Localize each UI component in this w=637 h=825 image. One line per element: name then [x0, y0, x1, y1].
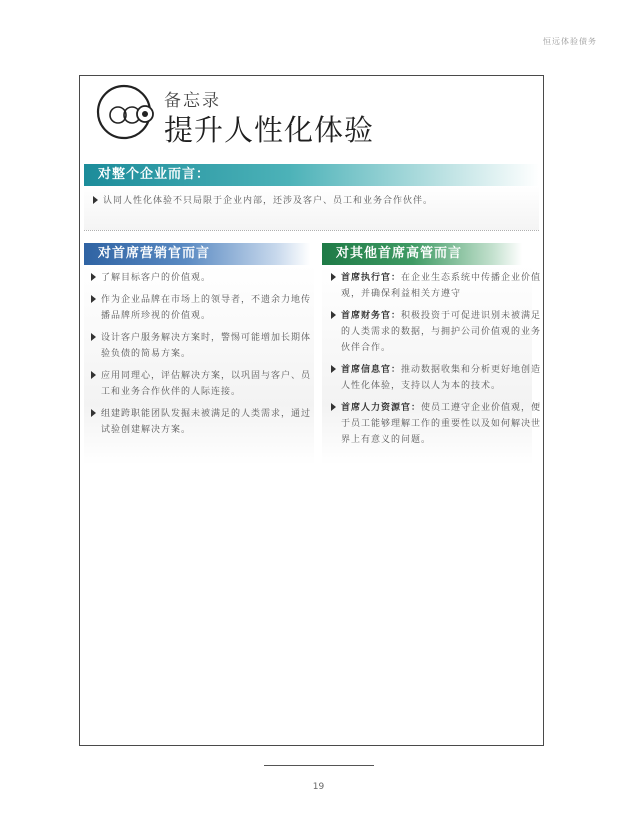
memo-logo-icon [88, 82, 168, 142]
cmo-heading: 对首席营销官而言 [84, 243, 310, 265]
bullet-arrow-icon [91, 273, 96, 281]
page-number: 19 [312, 782, 325, 792]
bullet-arrow-icon [91, 333, 96, 341]
bullet-arrow-icon [331, 311, 336, 319]
bullet-arrow-icon [331, 403, 336, 411]
list-item: 认同人性化体验不只局限于企业内部，还涉及客户、员工和业务合作伙伴。 [93, 193, 533, 209]
cmo-list [91, 270, 313, 444]
bullet-arrow-icon [331, 273, 336, 281]
bullet-arrow-icon [91, 295, 96, 303]
memo-label: 备忘录 [164, 91, 221, 111]
list-item: 作为企业品牌在市场上的领导者，不遗余力地传播品牌所珍视的价值观。 [91, 292, 313, 324]
list-item: 组建跨职能团队发掘未被满足的人类需求，通过试验创建解决方案。 [91, 406, 313, 438]
other-exec-list [331, 270, 543, 454]
list-item: 首席信息官：推动数据收集和分析更好地创造人性化体验，支持以人为本的技术。 [331, 362, 543, 394]
list-item: 首席执行官：在企业生态系统中传播企业价值观，并确保利益相关方遵守 [331, 270, 543, 302]
other-exec-heading: 对其他首席高管而言 [322, 243, 522, 265]
footer-rule [264, 765, 374, 766]
bullet-arrow-icon [93, 196, 98, 204]
list-item: 应用同理心，评估解决方案，以巩固与客户、员工和业务合作伙伴的人际连接。 [91, 368, 313, 400]
bullet-arrow-icon [331, 365, 336, 373]
list-item: 首席财务官：积极投资于可促进识别未被满足的人类需求的数据，与拥护公司价值观的业务伙伴合作。 [331, 308, 543, 356]
list-item: 设计客户服务解决方案时，警惕可能增加长期体验负债的简易方案。 [91, 330, 313, 362]
bullet-arrow-icon [91, 409, 96, 417]
role-label: 首席信息官： [341, 365, 402, 375]
section-divider [84, 230, 539, 231]
bullet-arrow-icon [91, 371, 96, 379]
list-item: 了解目标客户的价值观。 [91, 270, 313, 286]
enterprise-list [93, 193, 533, 215]
list-item: 首席人力资源官：使员工遵守企业价值观，便于员工能够理解工作的重要性以及如何解决世界上有意义的问题。 [331, 400, 543, 448]
role-label: 首席财务官： [341, 311, 402, 321]
role-label: 首席人力资源官： [341, 403, 422, 413]
running-header: 恒远体验债务 [543, 37, 597, 46]
enterprise-heading: 对整个企业而言： [84, 164, 539, 186]
memo-title: 提升人性化体验 [164, 113, 375, 147]
role-label: 首席执行官： [341, 273, 402, 283]
